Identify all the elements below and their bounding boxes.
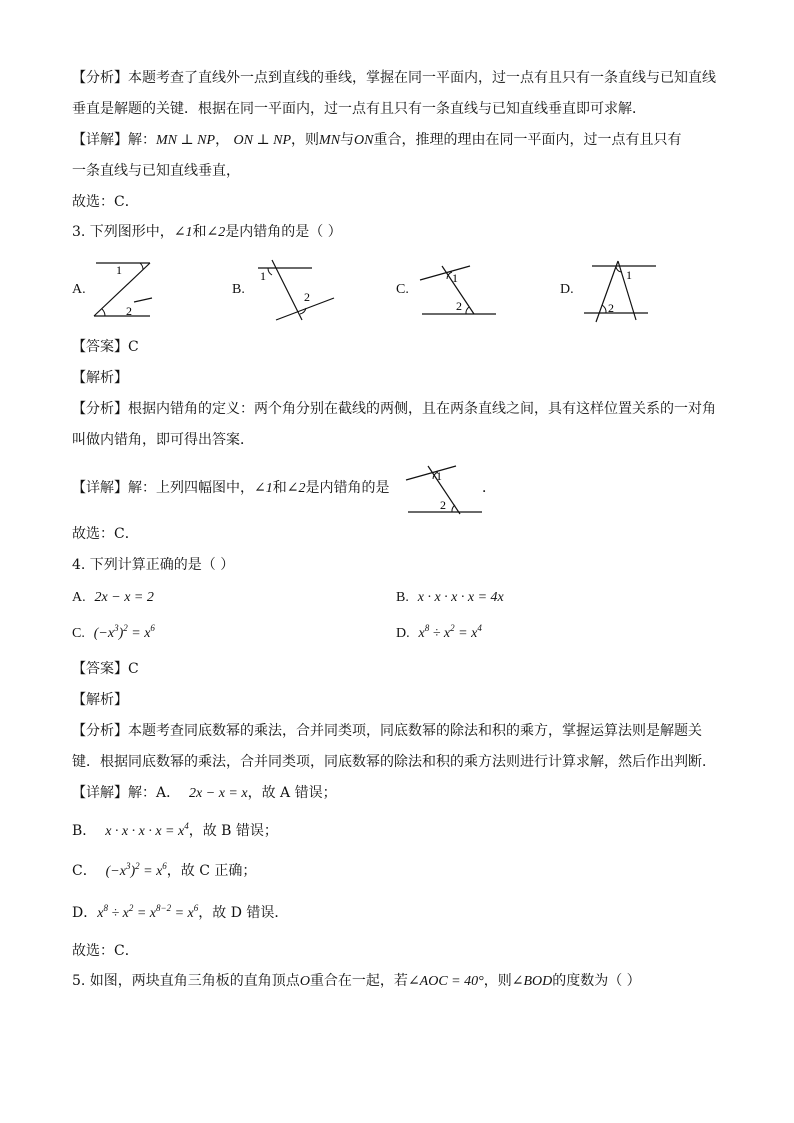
figure-option-c	[416, 262, 500, 318]
option-b-label: B.	[232, 282, 245, 297]
option-a-label: A.	[72, 282, 86, 297]
q4-option-d: D. $x^8 \div x^2 = x^4$	[396, 623, 482, 641]
q4-analysis-line-1: 【分析】本题考查同底数幂的乘法，合并同类项，同底数幂的除法和积的乘方，掌握运算法则是解题关	[72, 723, 702, 739]
figure-option-b	[250, 258, 340, 328]
detail-line-2: 一条直线与已知直线垂直，	[72, 163, 240, 179]
angle-1-label: 1	[260, 269, 266, 283]
figure-option-d	[578, 260, 660, 324]
q3-detail-end: ．	[482, 480, 496, 496]
choose-q2: 故选：C．	[72, 194, 139, 210]
q4-option-c: C. $(-x^3)^2 = x^6$	[72, 623, 155, 641]
angle-2-label: 2	[440, 498, 446, 512]
q4-option-a: A. 2x − x = 2	[72, 590, 154, 605]
angle-1-label: 1	[436, 469, 442, 483]
q3-answer: 【答案】C	[72, 339, 139, 355]
angle-2-label: 2	[126, 304, 132, 318]
option-c-label: C.	[396, 282, 409, 297]
detail-line-1: 【详解】解：MN ⊥ NP， ON ⊥ NP，则MN与ON重合，推理的理由在同一平面内，过一点有且只有	[72, 132, 682, 148]
option-d-label: D.	[560, 282, 574, 297]
q3-analysis-tag: 【解析】	[72, 370, 128, 386]
angle-2-label: 2	[456, 299, 462, 313]
angle-1-label: 1	[626, 268, 632, 282]
q3-analysis-line-2: 叫做内错角，即可得出答案．	[72, 432, 254, 448]
q4-analysis-tag: 【解析】	[72, 692, 128, 708]
analysis-line-2: 垂直是解题的关键．根据在同一平面内，过一点有且只有一条直线与已知直线垂直即可求解．	[72, 101, 646, 117]
q4-detail-a: 【详解】解：A． 2x − x = x，故 A 错误；	[72, 785, 337, 801]
angle-2-label: 2	[304, 290, 310, 304]
q3-detail: 【详解】解：上列四幅图中，∠1和∠2是内错角的是	[72, 480, 390, 496]
angle-1-label: 1	[452, 271, 458, 285]
q4-answer: 【答案】C	[72, 661, 139, 677]
q4-detail-c: C． $(-x^3)^2 = x^6$，故 C 正确；	[72, 861, 257, 879]
analysis-line-1: 【分析】本题考查了直线外一点到直线的垂线，掌握在同一平面内，过一点有且只有一条直线与已知直线	[72, 70, 716, 86]
angle-1-label: 1	[116, 263, 122, 277]
figure-answer-c	[402, 462, 486, 518]
q4-analysis-line-2: 键．根据同底数幂的乘法，合并同类项，同底数幂的除法和积的乘方法则进行计算求解，然后作出判断．	[72, 754, 716, 770]
question-4-stem: 4. 下列计算正确的是（ ）	[72, 557, 235, 573]
q3-choose: 故选：C．	[72, 526, 139, 542]
q4-option-b: B. x · x · x · x = 4x	[396, 590, 504, 605]
q3-analysis-line-1: 【分析】根据内错角的定义：两个角分别在截线的两侧，且在两条直线之间，具有这样位置关系的一对角	[72, 401, 716, 417]
q4-detail-b: B． $x \cdot x \cdot x \cdot x = x^4$，故 B 错误；	[72, 821, 278, 839]
figure-option-a	[90, 258, 154, 320]
angle-2-label: 2	[608, 301, 614, 315]
q4-detail-d: D．$x^8 \div x^2 = x^{8-2} = x^6$，故 D 错误．	[72, 903, 289, 921]
question-3-stem: 3. 下列图形中，∠1和∠2是内错角的是（ ）	[72, 224, 342, 240]
q4-choose: 故选：C．	[72, 943, 139, 959]
question-5-stem: 5. 如图，两块直角三角板的直角顶点O重合在一起，若∠AOC = 40°，则∠BOD的度数为（ ）	[72, 973, 641, 989]
